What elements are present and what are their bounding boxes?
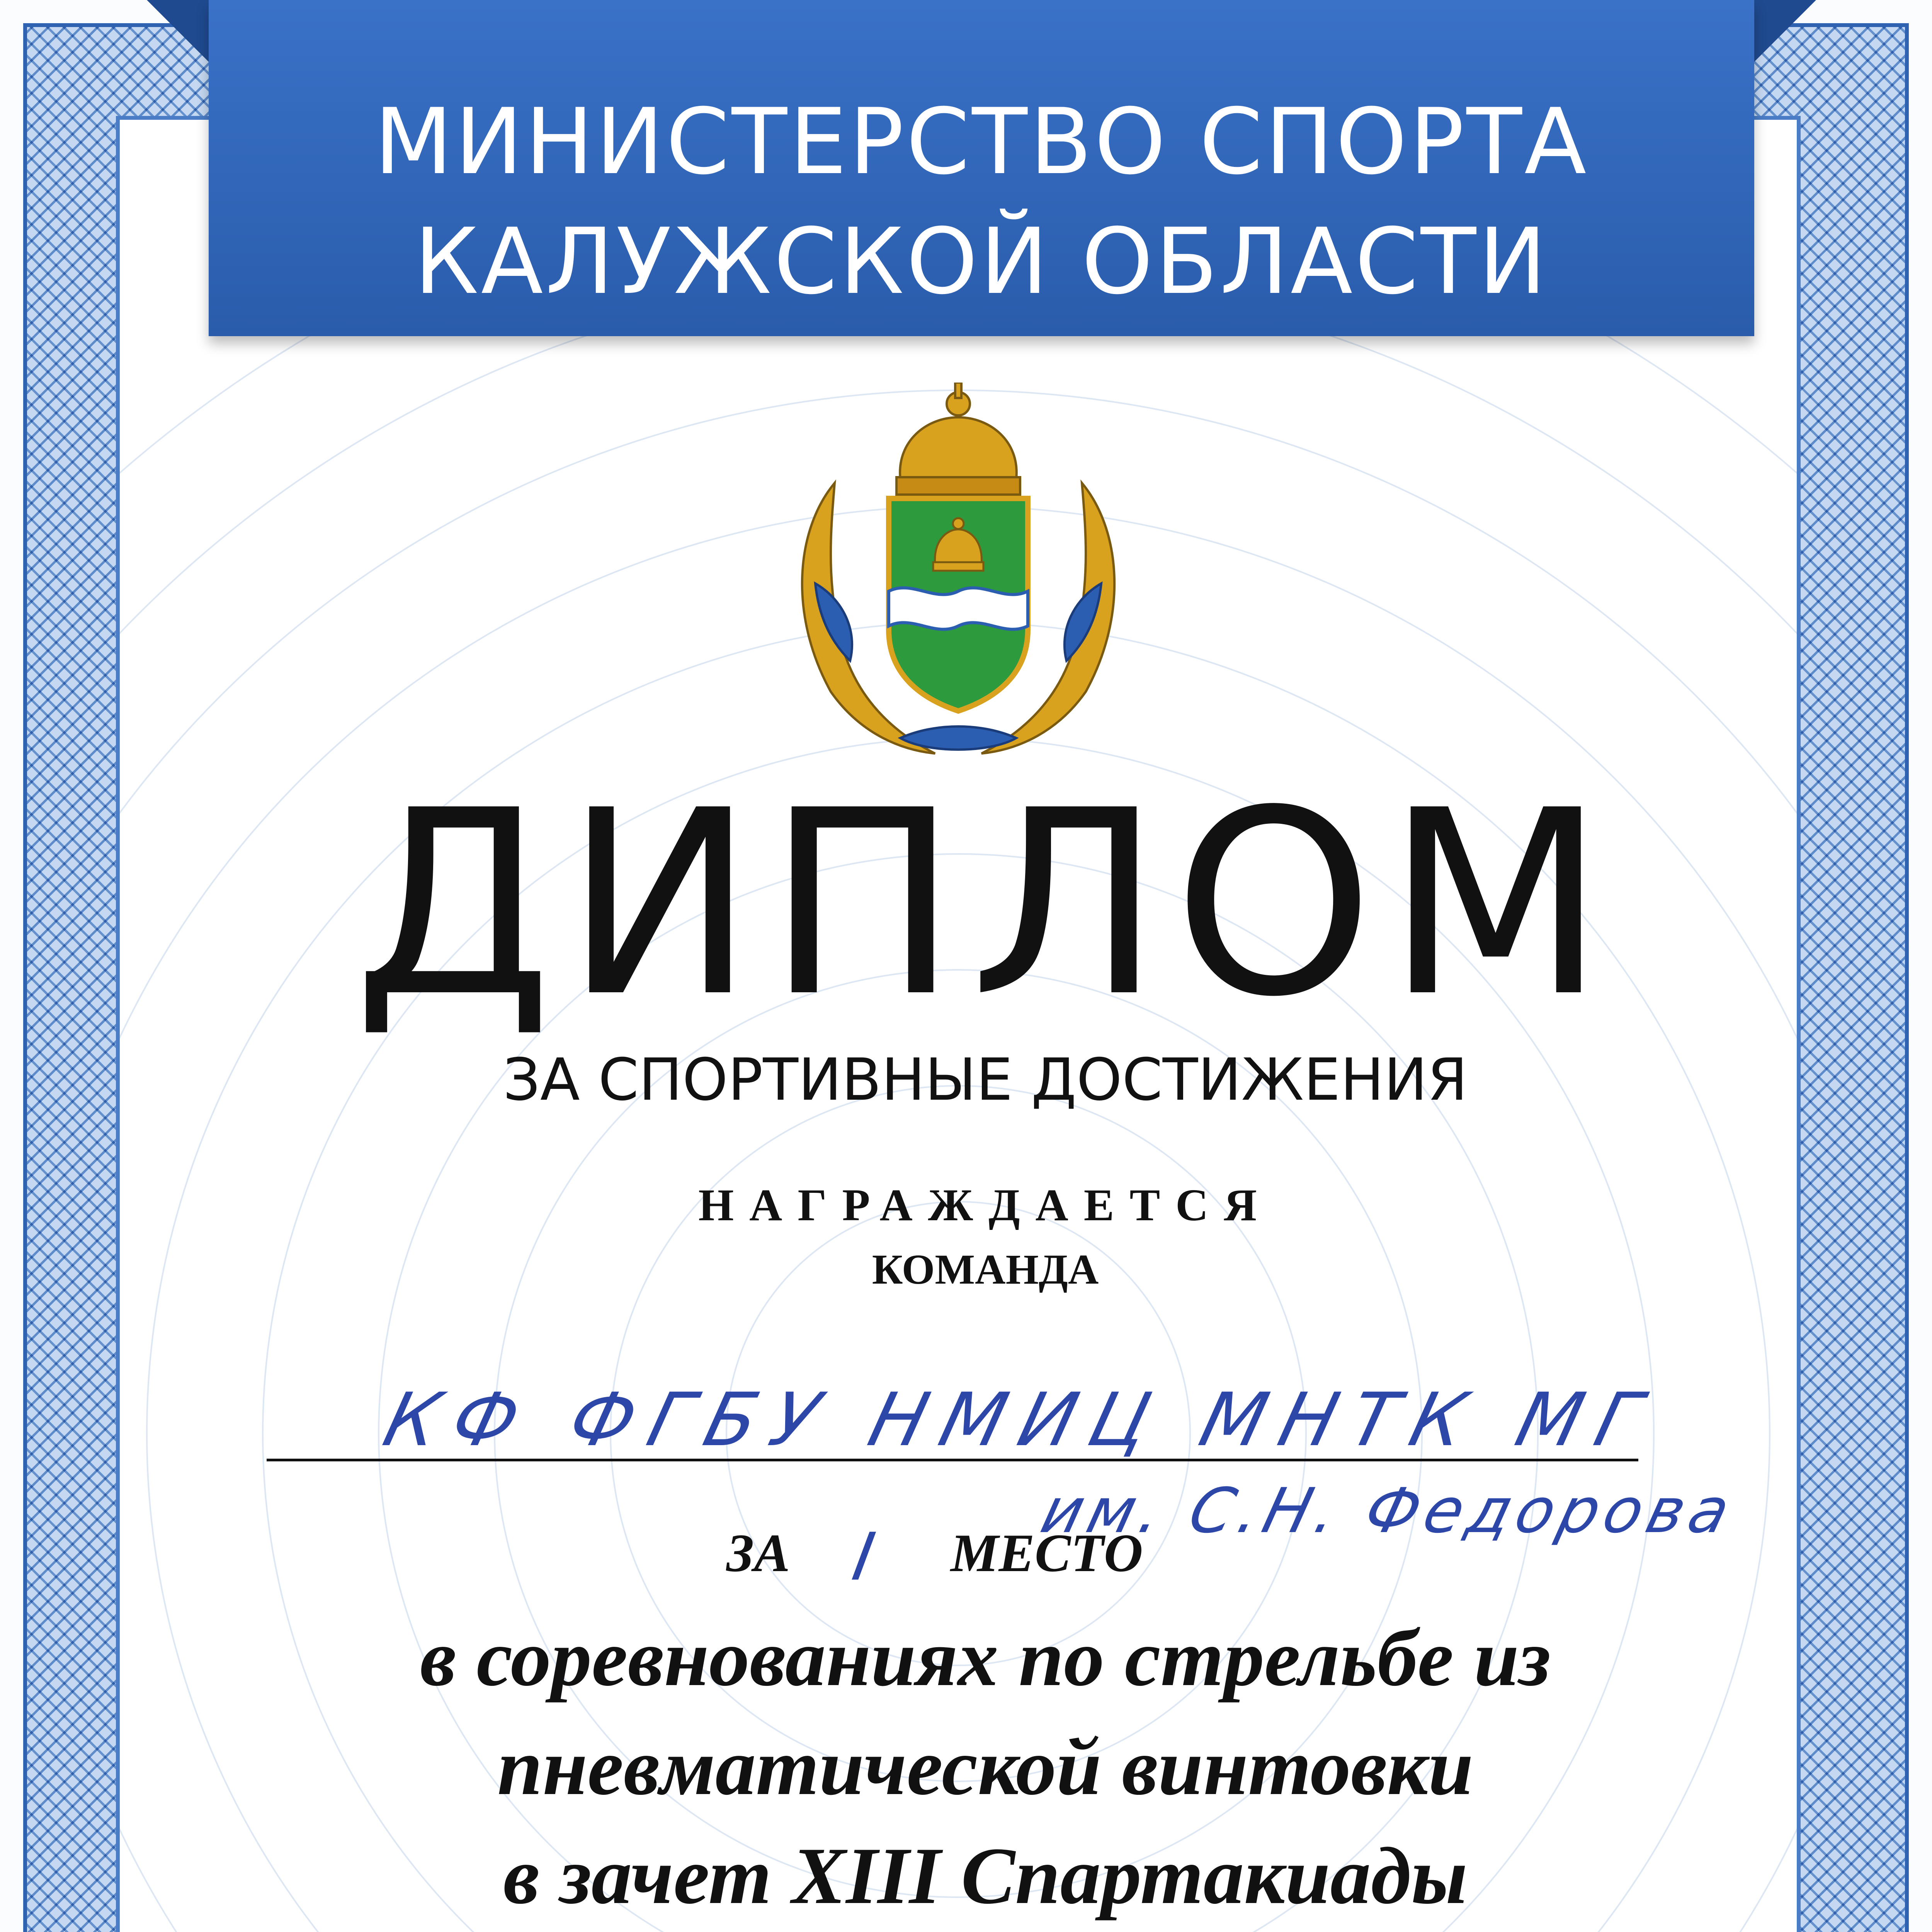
recipient-underline [267,1459,1638,1461]
place-suffix: МЕСТО [951,1523,1143,1583]
header-line-2: КАЛУЖСКОЙ ОБЛАСТИ [414,209,1549,315]
recipient-name-line-2: им. С.Н. Федорова [1034,1475,1742,1547]
description-line: в зачет XIII Спартакиады [503,1831,1468,1921]
diploma-title: ДИПЛОМ [353,755,1617,1053]
description-line: в соревнованиях по стрельбе из [420,1613,1551,1703]
ribbon-fold-left [147,0,209,62]
ribbon-fold-right [1754,0,1816,62]
description-line: пневматической винтовки [497,1722,1473,1812]
header-line-1: МИНИСТЕРСТВО СПОРТА [374,89,1589,195]
award-description [0,1604,1932,1932]
diploma-subtitle: ЗА СПОРТИВНЫЕ ДОСТИЖЕНИЯ [503,1046,1468,1114]
place-prefix: ЗА [726,1523,790,1583]
place-value: I [847,1519,880,1595]
recipient-name: КФ ФГБУ НМИЦ МНТК МГ [376,1377,1665,1463]
kaluga-coat-of-arms-icon [773,383,1144,769]
awarded-label: НАГРАЖДАЕТСЯ [698,1180,1272,1230]
team-label: КОМАНДА [872,1246,1099,1293]
description-line [0,1930,1932,1932]
